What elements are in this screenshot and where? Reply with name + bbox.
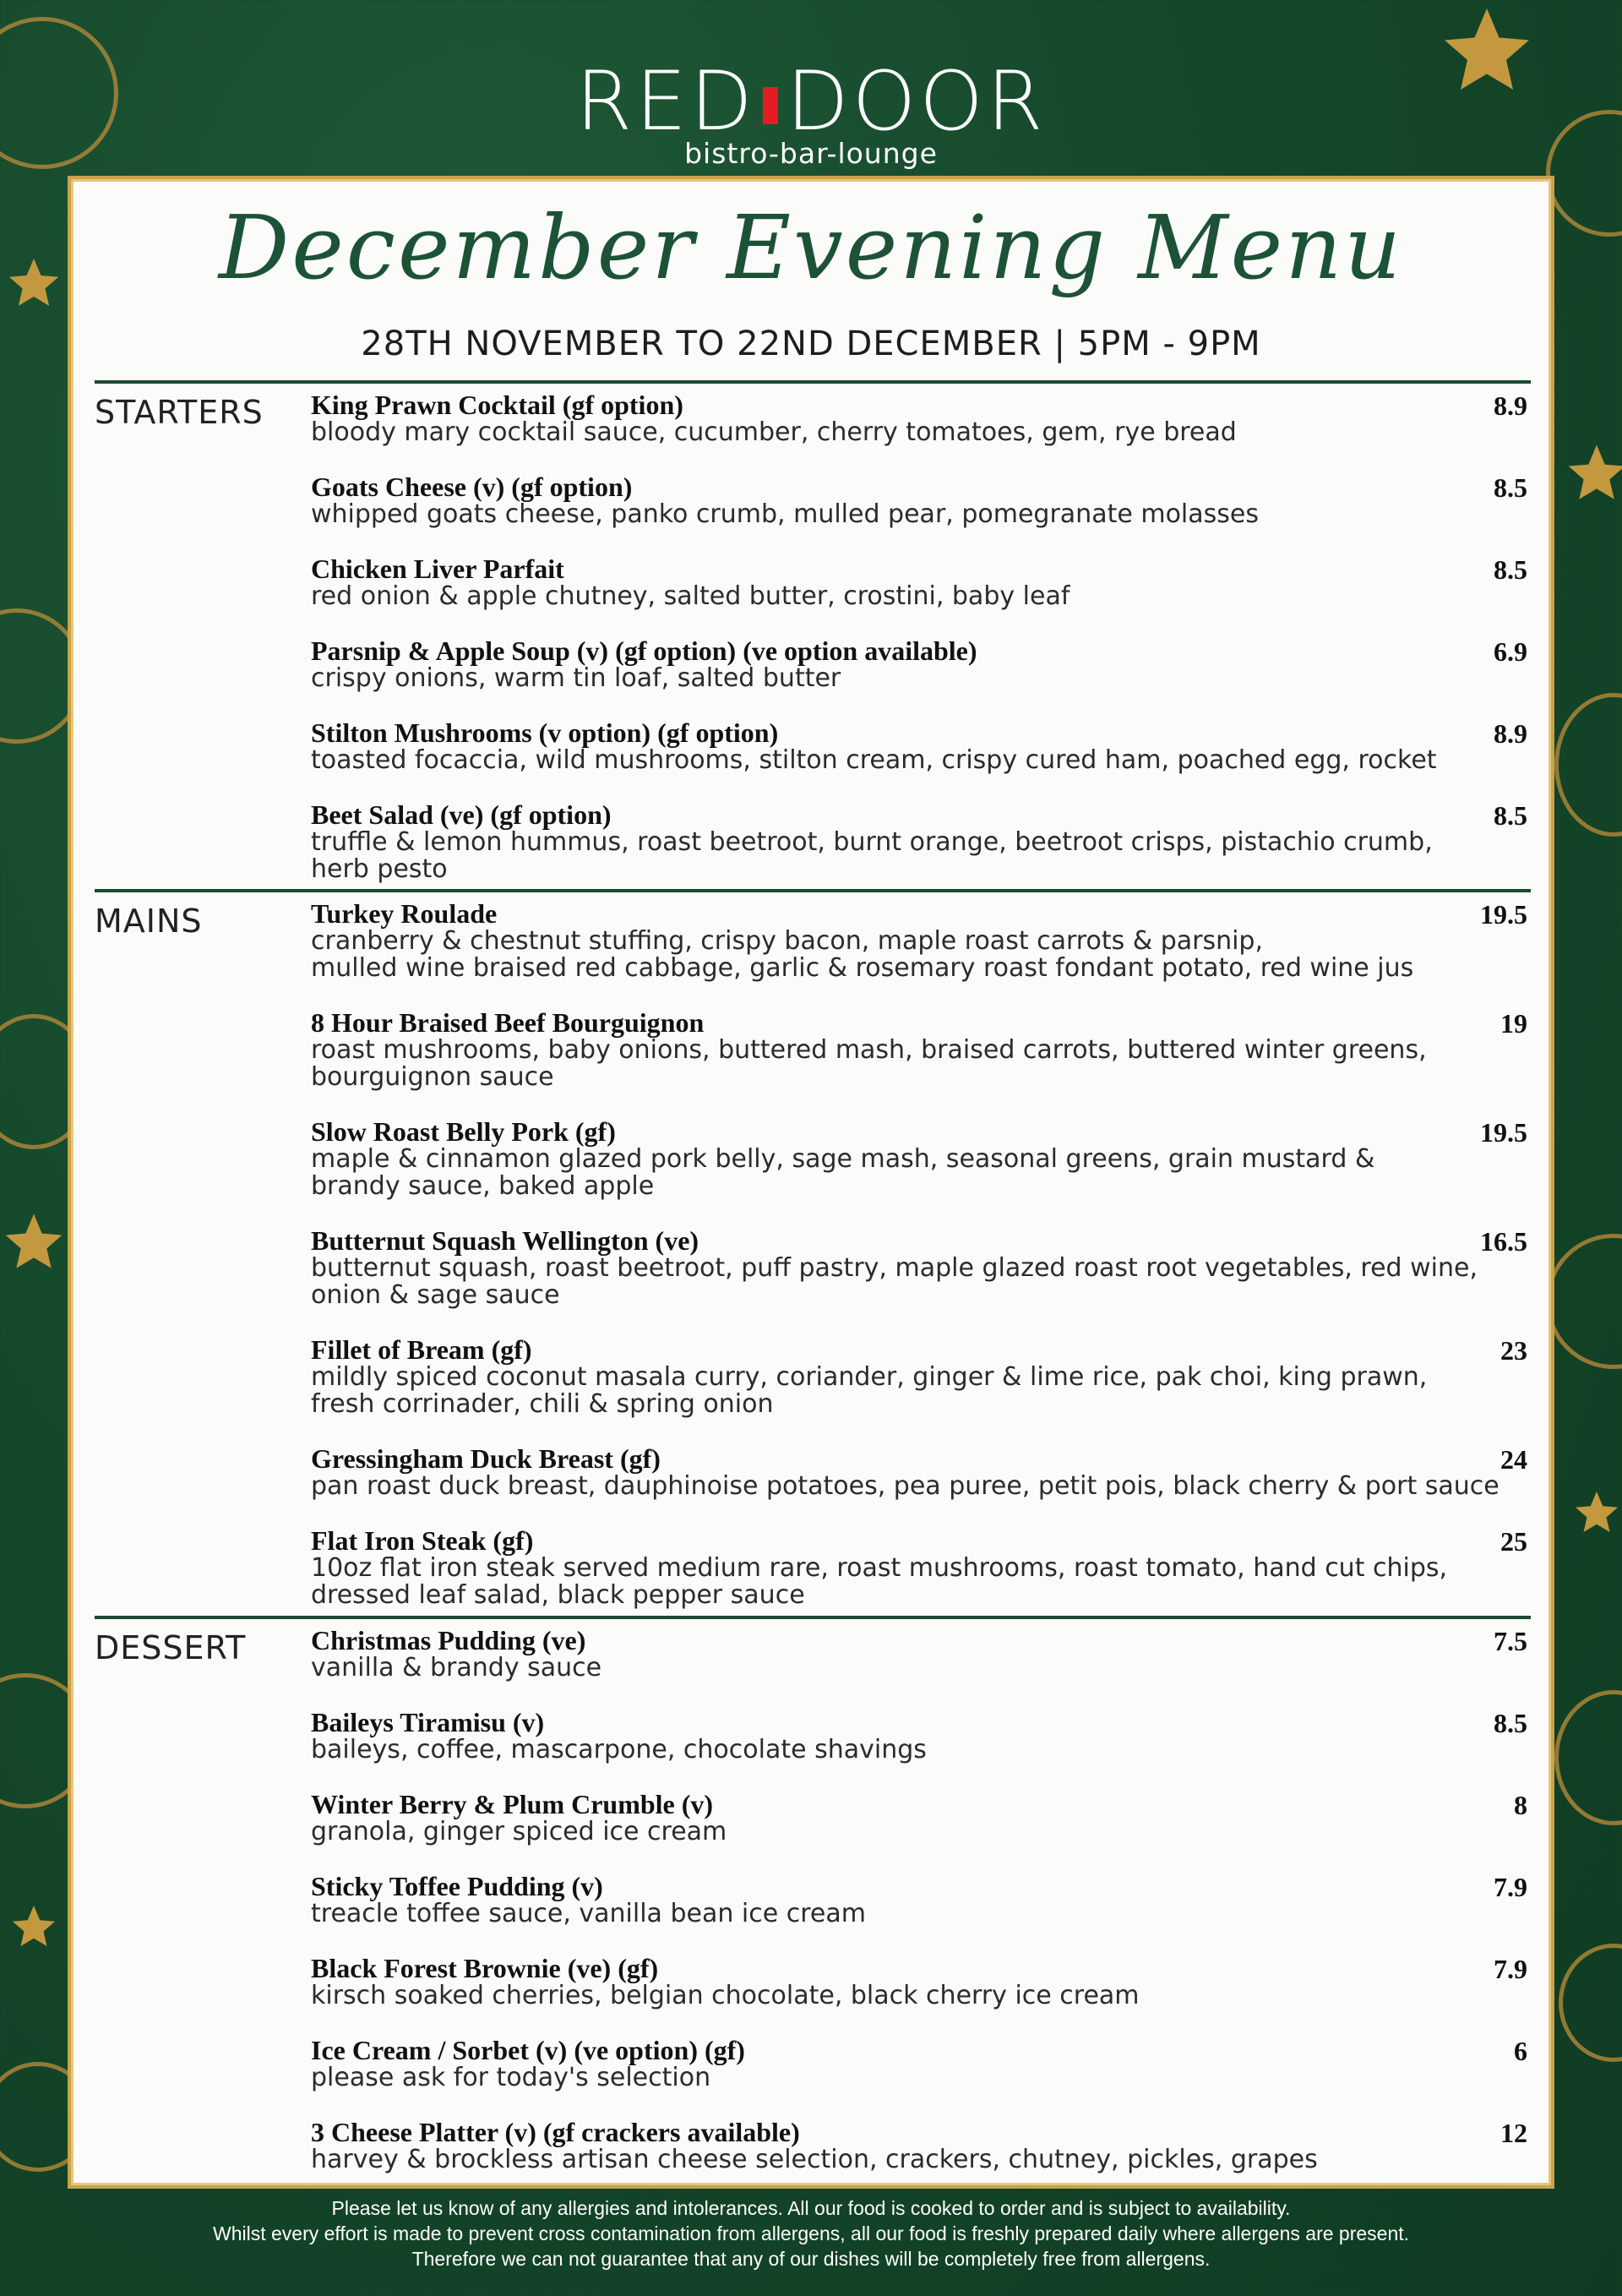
item-name: Goats Cheese (v) (gf option) [311,472,633,502]
bauble-icon [1554,1690,1622,1825]
item-price: 7.9 [1494,1954,1527,1984]
item-description: please ask for today's selection [311,2063,711,2092]
item-name: Ice Cream / Sorbet (v) (ve option) (gf) [311,2035,745,2065]
item-price: 24 [1500,1444,1527,1475]
menu-item [311,2036,1527,2091]
brand-name-left: RED [575,54,756,149]
star-icon [1563,439,1622,507]
item-description: bloody mary cocktail sauce, cucumber, cherry tomatoes, gem, rye bread [311,417,1237,447]
item-description: whipped goats cheese, panko crumb, mulled pear, pomegranate molasses [311,499,1259,529]
brand-logo [0,54,1622,170]
menu-item [311,636,1527,692]
allergy-notice-line: Whilst every effort is made to prevent cross contamination from allergens, all our food is freshly prepared daily where allergens are present. [212,2222,1410,2244]
menu-item [311,1872,1527,1928]
item-description: harvey & brockless artisan cheese selection, crackers, chutney, pickles, grapes [311,2145,1318,2174]
star-icon [0,1208,68,1276]
item-price: 8.9 [1494,390,1527,421]
item-description: mildly spiced coconut masala curry, coriander, ginger & lime rice, pak choi, king prawn, fresh corrinader, chili & spring onion [311,1362,1428,1419]
item-price: 7.9 [1494,1872,1527,1902]
section-mains [95,889,1531,1610]
item-name: Black Forest Brownie (ve) (gf) [311,1953,659,1983]
item-name: King Prawn Cocktail (gf option) [311,390,683,420]
menu-item [311,800,1527,883]
menu-item [311,1008,1527,1091]
item-price: 19.5 [1480,899,1527,930]
item-description: crispy onions, warm tin loaf, salted butter [311,663,841,693]
menu-item [311,1954,1527,2010]
item-name: Sticky Toffee Pudding (v) [311,1871,603,1901]
menu-dates: 28TH NOVEMBER TO 22ND DECEMBER | 5PM - 9PM [361,324,1261,363]
door-mark-icon [763,87,778,124]
bauble-icon [1559,1944,1622,2062]
menu-title: December Evening Menu [218,196,1404,299]
item-price: 19 [1500,1008,1527,1039]
item-description: granola, ginger spiced ice cream [311,1817,727,1846]
menu-item [311,1444,1527,1500]
item-price: 8.5 [1494,472,1527,503]
section-starters [95,380,1531,884]
star-icon [4,254,63,313]
item-price: 6.9 [1494,636,1527,667]
section-label-starters: STARTERS [95,394,264,431]
item-name: 8 Hour Braised Beef Bourguignon [311,1007,705,1038]
menu-item [311,390,1527,446]
menu-item [311,554,1527,610]
item-name: Flat Iron Steak (gf) [311,1525,534,1556]
section-label-mains: MAINS [95,903,203,940]
item-name: Gressingham Duck Breast (gf) [311,1443,661,1474]
item-price: 6 [1514,2036,1527,2066]
item-description: cranberry & chestnut stuffing, crispy bacon, maple roast carrots & parsnip, mulled wine braised red cabbage, garlic & rosemary roast fondant potato, red wine jus [311,926,1414,983]
menu-item [311,899,1527,982]
brand-tagline: bistro-bar-lounge [684,137,938,170]
item-description: pan roast duck breast, dauphinoise potatoes, pea puree, petit pois, black cherry & port sauce [311,1471,1500,1501]
item-description: maple & cinnamon glazed pork belly, sage mash, seasonal greens, grain mustard & brandy sauce, baked apple [311,1144,1375,1201]
menu-item [311,2118,1527,2173]
menu-item [311,1226,1527,1309]
star-icon [1571,1487,1622,1538]
item-description: baileys, coffee, mascarpone, chocolate shavings [311,1735,927,1764]
menu-panel [68,176,1554,2189]
item-name: Parsnip & Apple Soup (v) (gf option) (ve option available) [311,635,977,666]
item-name: Baileys Tiramisu (v) [311,1707,545,1737]
item-price: 19.5 [1480,1117,1527,1148]
section-dessert [95,1616,1531,2174]
bauble-icon [1546,1234,1622,1369]
menu-item [311,718,1527,774]
item-description: red onion & apple chutney, salted butter, crostini, baby leaf [311,581,1070,611]
allergy-notice-line: Please let us know of any allergies and intolerances. All our food is cooked to order and is subject to availability. [331,2197,1291,2219]
item-name: Turkey Roulade [311,898,498,929]
item-price: 8 [1514,1790,1527,1820]
item-description: roast mushrooms, baby onions, buttered mash, braised carrots, buttered winter greens, bourguignon sauce [311,1035,1427,1092]
menu-item [311,1708,1527,1764]
menu-item [311,1335,1527,1418]
brand-name-right: DOOR [786,54,1047,149]
section-label-dessert: DESSERT [95,1629,247,1666]
item-price: 25 [1500,1526,1527,1557]
item-name: Winter Berry & Plum Crumble (v) [311,1789,714,1819]
item-description: treacle toffee sauce, vanilla bean ice cream [311,1899,866,1928]
allergy-notice-line: Therefore we can not guarantee that any of our dishes will be completely free from allergens. [411,2248,1211,2270]
item-name: Butternut Squash Wellington (ve) [311,1225,699,1256]
bauble-icon [1554,693,1622,837]
item-price: 8.5 [1494,1708,1527,1738]
item-name: Slow Roast Belly Pork (gf) [311,1116,616,1147]
item-price: 23 [1500,1335,1527,1366]
item-description: vanilla & brandy sauce [311,1653,602,1682]
item-name: Fillet of Bream (gf) [311,1334,532,1365]
item-description: truffle & lemon hummus, roast beetroot, burnt orange, beetroot crisps, pistachio crumb, herb pesto [311,827,1433,884]
item-price: 16.5 [1480,1226,1527,1257]
star-icon [8,1901,59,1952]
item-price: 8.5 [1494,800,1527,831]
item-name: Chicken Liver Parfait [311,554,564,584]
menu-item [311,1526,1527,1609]
item-price: 7.5 [1494,1626,1527,1656]
item-description: butternut squash, roast beetroot, puff pastry, maple glazed roast root vegetables, red wine, onion & sage sauce [311,1253,1478,1310]
item-price: 8.9 [1494,718,1527,749]
item-description: 10oz flat iron steak served medium rare, roast mushrooms, roast tomato, hand cut chips, dressed leaf salad, black pepper sauce [311,1553,1448,1610]
item-price: 8.5 [1494,554,1527,585]
menu-item [311,472,1527,528]
item-description: toasted focaccia, wild mushrooms, stilton cream, crispy cured ham, poached egg, rocket [311,745,1437,775]
item-name: Christmas Pudding (ve) [311,1625,586,1655]
item-name: 3 Cheese Platter (v) (gf crackers available) [311,2117,800,2147]
item-name: Stilton Mushrooms (v option) (gf option) [311,717,779,748]
menu-item [311,1626,1527,1682]
item-description: kirsch soaked cherries, belgian chocolate, black cherry ice cream [311,1981,1140,2010]
item-name: Beet Salad (ve) (gf option) [311,799,612,830]
menu-item [311,1117,1527,1200]
menu-item [311,1790,1527,1846]
allergy-notice [0,2195,1622,2271]
item-price: 12 [1500,2118,1527,2148]
brand-name [0,54,1622,149]
